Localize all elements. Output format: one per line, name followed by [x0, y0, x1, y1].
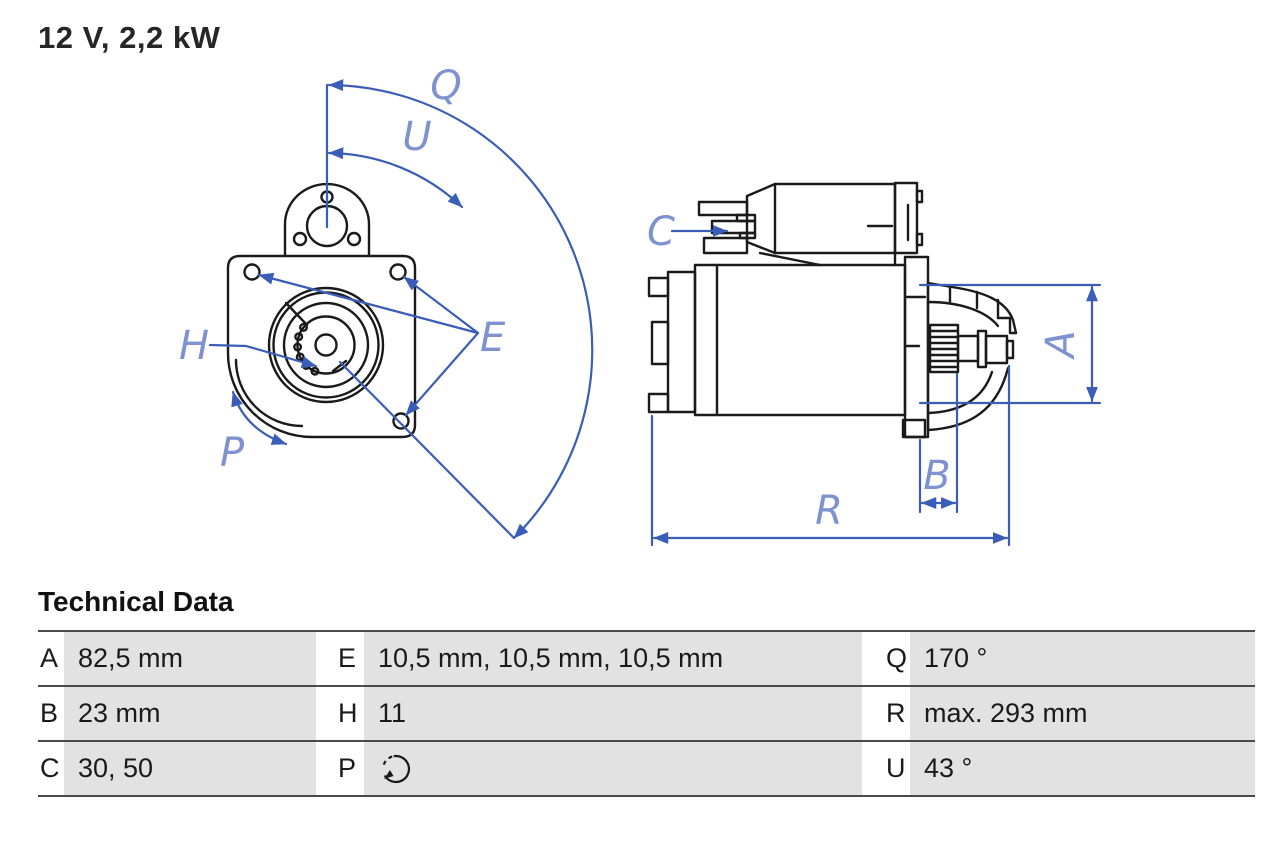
table-row: [38, 740, 1255, 797]
param-value-e: 10,5 mm, 10,5 mm, 10,5 mm: [364, 632, 862, 685]
param-key-e: E: [336, 632, 364, 685]
column-gap: [316, 632, 336, 685]
dim-label-c: C: [647, 209, 675, 255]
dim-label-e: E: [480, 315, 506, 361]
table-row: [38, 685, 1255, 740]
column-gap: [862, 632, 884, 685]
dim-label-r: R: [815, 488, 843, 534]
param-value-q: 170 °: [910, 632, 1255, 685]
column-gap: [316, 742, 336, 795]
param-value-p: [364, 742, 862, 795]
param-value-c: 30, 50: [64, 742, 316, 795]
dim-label-p: P: [220, 430, 245, 476]
technical-data-table: [38, 630, 1255, 797]
param-key-c: C: [38, 742, 64, 795]
technical-data-heading: Technical Data: [38, 586, 234, 617]
dim-label-b: B: [923, 453, 951, 499]
front-view-dimensions: [179, 63, 592, 538]
param-value-r: max. 293 mm: [910, 687, 1255, 740]
param-key-b: B: [38, 687, 64, 740]
param-value-a: 82,5 mm: [64, 632, 316, 685]
page-title: 12 V, 2,2 kW: [38, 20, 221, 55]
column-gap: [862, 742, 884, 795]
rotation-direction-icon: [378, 752, 414, 786]
param-key-u: U: [884, 742, 910, 795]
dim-label-a: A: [1038, 330, 1084, 358]
param-value-h: 11: [364, 687, 862, 740]
table-row: [38, 630, 1255, 685]
side-view: [647, 183, 1100, 545]
param-key-a: A: [38, 632, 64, 685]
column-gap: [316, 687, 336, 740]
front-view: [179, 63, 592, 538]
param-key-h: H: [336, 687, 364, 740]
dim-label-q: Q: [430, 63, 462, 109]
param-key-q: Q: [884, 632, 910, 685]
dim-label-u: U: [402, 114, 432, 160]
param-value-u: 43 °: [910, 742, 1255, 795]
side-view-dimensions: [647, 209, 1100, 545]
side-view-outline: [649, 183, 1016, 437]
param-key-p: P: [336, 742, 364, 795]
column-gap: [862, 687, 884, 740]
param-value-b: 23 mm: [64, 687, 316, 740]
param-key-r: R: [884, 687, 910, 740]
front-view-outline: [228, 184, 415, 437]
dim-label-h: H: [179, 323, 210, 369]
